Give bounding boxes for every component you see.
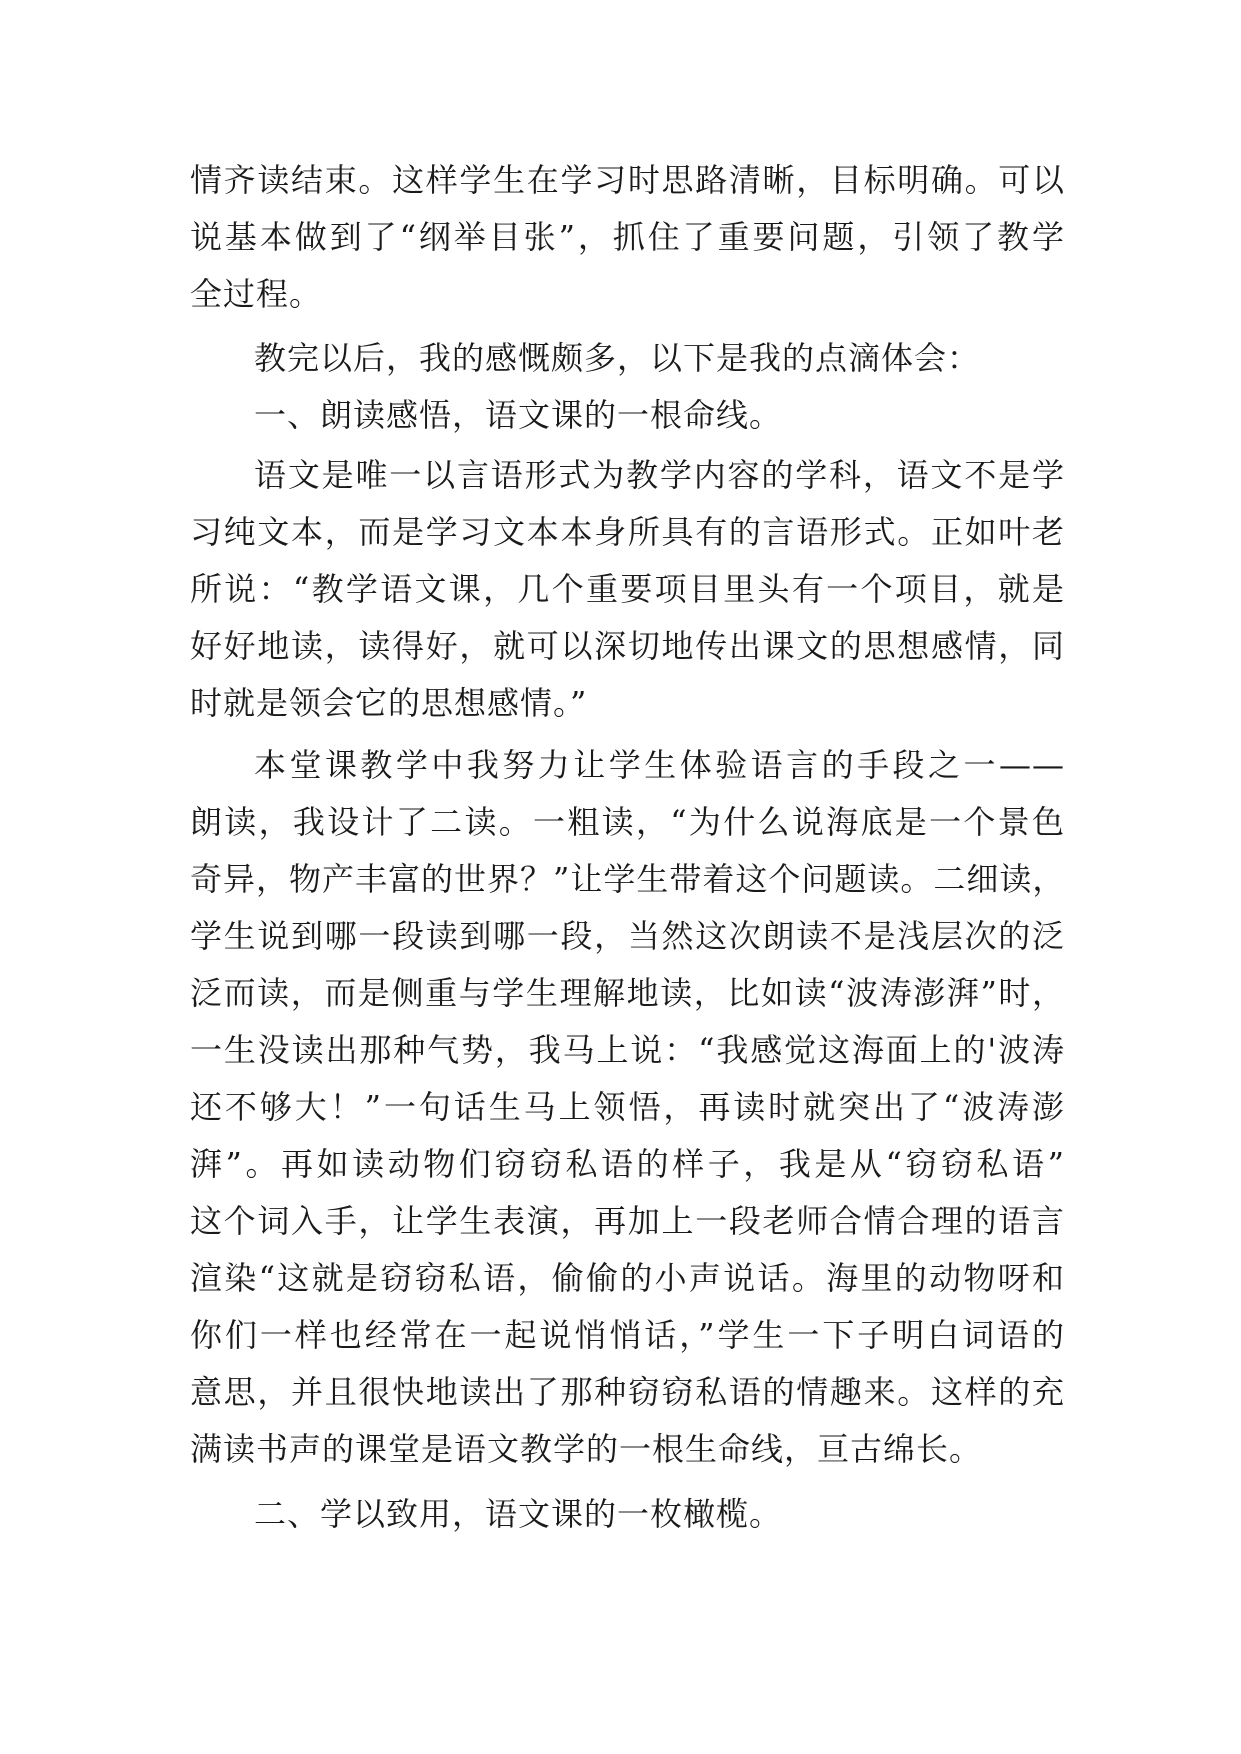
text-line: 所说：“教学语文课，几个重要项目里头有一个项目，就是 [190, 570, 1065, 608]
text-line: 教完以后，我的感慨颇多，以下是我的点滴体会： [254, 339, 981, 377]
text-line: 满读书声的课堂是语文教学的一根生命线，亘古绵长。 [190, 1430, 983, 1468]
text-line: 湃”。再如读动物们窃窃私语的样子，我是从“窃窃私语” [190, 1145, 1065, 1183]
text-line: 本堂课教学中我努力让学生体验语言的手段之一—— [254, 746, 1065, 784]
section-heading: 一、朗读感悟，语文课的一根命线。 [254, 396, 783, 434]
text-line: 时就是领会它的思想感情。” [190, 684, 588, 722]
text-line: 学生说到哪一段读到哪一段，当然这次朗读不是浅层次的泛 [190, 917, 1065, 955]
text-line: 一生没读出那种气势，我马上说：“我感觉这海面上的'波涛 [190, 1031, 1065, 1069]
text-line: 全过程。 [190, 275, 323, 313]
text-line: 这个词入手，让学生表演，再加上一段老师合情合理的语言 [190, 1202, 1065, 1240]
section-heading: 二、学以致用，语文课的一枚橄榄。 [254, 1495, 783, 1533]
text-line: 还不够大！”一句话生马上领悟，再读时就突出了“波涛澎 [190, 1088, 1065, 1126]
text-line: 习纯文本，而是学习文本本身所具有的言语形式。正如叶老 [190, 513, 1065, 551]
text-line: 你们一样也经常在一起说悄悄话，”学生一下子明白词语的 [190, 1316, 1065, 1354]
text-line: 语文是唯一以言语形式为教学内容的学科，语文不是学 [254, 456, 1065, 494]
text-line: 好好地读，读得好，就可以深切地传出课文的思想感情，同 [190, 627, 1065, 665]
text-line: 奇异，物产丰富的世界？”让学生带着这个问题读。二细读， [190, 860, 1066, 898]
text-line: 意思，并且很快地读出了那种窃窃私语的情趣来。这样的充 [190, 1373, 1065, 1411]
text-line: 情齐读结束。这样学生在学习时思路清晰，目标明确。可以 [190, 161, 1065, 199]
text-line: 泛而读，而是侧重与学生理解地读，比如读“波涛澎湃”时， [190, 974, 1065, 1012]
text-line: 说基本做到了“纲举目张”，抓住了重要问题，引领了教学 [190, 218, 1065, 256]
text-line: 渲染“这就是窃窃私语，偷偷的小声说话。海里的动物呀和 [190, 1259, 1065, 1297]
text-line: 朗读，我设计了二读。一粗读，“为什么说海底是一个景色 [190, 803, 1065, 841]
